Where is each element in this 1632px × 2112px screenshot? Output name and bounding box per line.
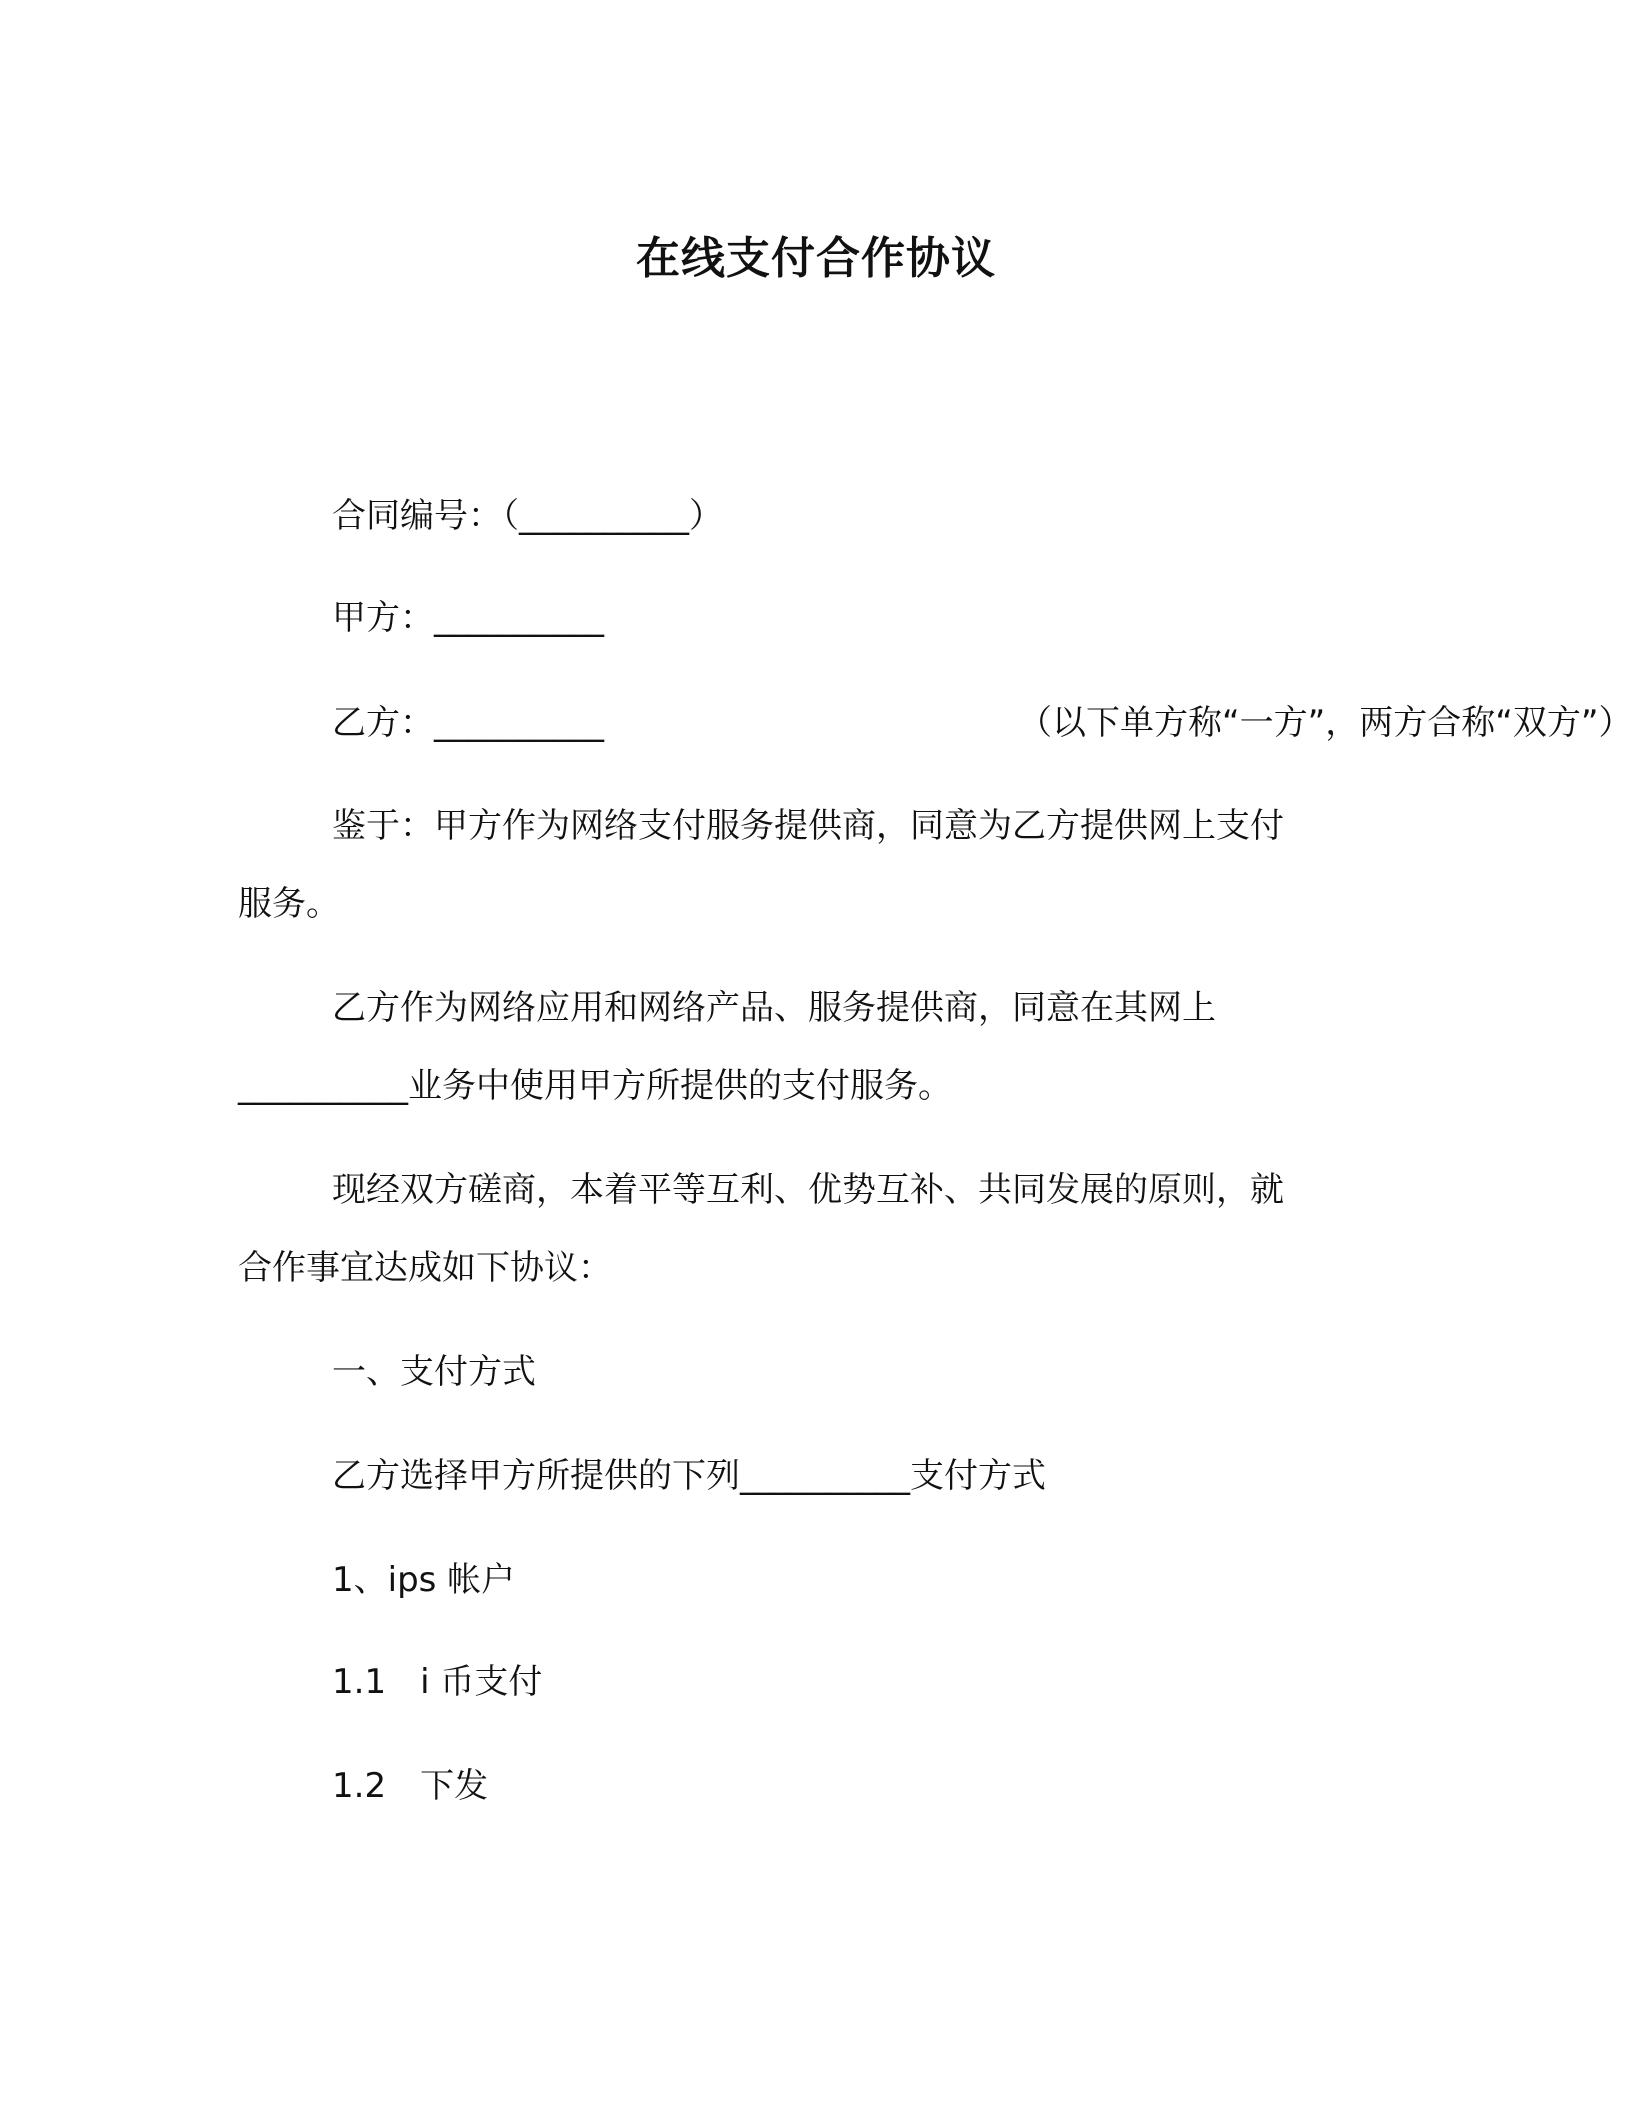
whereas-1-line-1: 鉴于：甲方作为网络支付服务提供商，同意为乙方提供网上支付 bbox=[332, 806, 1284, 846]
whereas-2-line-1: 乙方作为网络应用和网络产品、服务提供商，同意在其网上 bbox=[332, 988, 1216, 1028]
list-item-i-coin-payment: 1.1 i 币支付 bbox=[332, 1662, 543, 1702]
agreement-line-2: 合作事宜达成如下协议： bbox=[238, 1248, 612, 1288]
whereas-2-line-2: __________业务中使用甲方所提供的支付服务。 bbox=[238, 1066, 952, 1106]
party-note: （以下单方称“一方”，两方合称“双方”） bbox=[1018, 703, 1632, 743]
payment-method-text: 乙方选择甲方所提供的下列__________支付方式 bbox=[332, 1456, 1046, 1496]
party-b-label: 乙方：__________ bbox=[332, 703, 604, 743]
list-item-disbursement: 1.2 下发 bbox=[332, 1766, 489, 1806]
whereas-1-line-2: 服务。 bbox=[238, 884, 340, 924]
contract-number-line: 合同编号：（__________） bbox=[332, 496, 723, 536]
party-b-line bbox=[332, 699, 1632, 747]
agreement-line-1: 现经双方磋商，本着平等互利、优势互补、共同发展的原则，就 bbox=[332, 1170, 1284, 1210]
list-item-ips-account: 1、ips 帐户 bbox=[332, 1560, 516, 1600]
party-a-line: 甲方：__________ bbox=[332, 598, 604, 638]
page-title: 在线支付合作协议 bbox=[636, 233, 996, 284]
section-heading-payment-method: 一、支付方式 bbox=[332, 1352, 536, 1392]
